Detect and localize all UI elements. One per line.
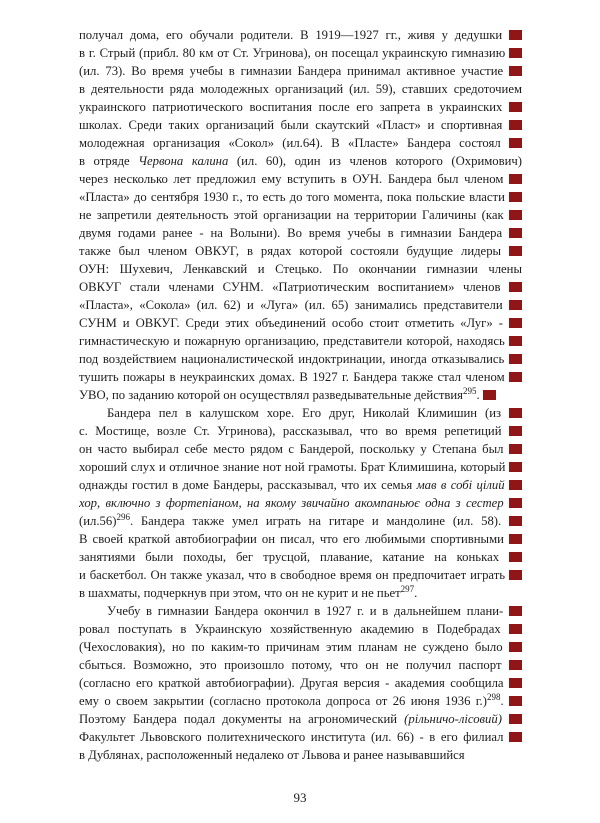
margin-redaction-mark: [509, 30, 522, 40]
margin-redaction-mark: [509, 228, 522, 238]
margin-redaction-mark: [509, 606, 522, 616]
margin-redaction-mark: [509, 642, 522, 652]
text-line: В своей краткой автобиографии он писал, что его любимыми спортивными: [79, 530, 522, 548]
text-line: «Пласта» до сентября 1930 г., то есть до того момента, пока польские власти: [79, 188, 522, 206]
italic-text: (рільничо-лісовий): [404, 712, 502, 726]
footnote-ref: 296: [116, 512, 130, 522]
margin-redaction-mark: [509, 102, 522, 112]
margin-redaction-mark: [509, 372, 522, 382]
text-line: (Чехословакия), но по каким-то причинам этим планам не суждено было: [79, 638, 522, 656]
margin-redaction-mark: [509, 336, 522, 346]
text-line: «Пласта», «Сокола» (ил. 62) и «Луга» (ил. 65) занимались представители: [79, 296, 522, 314]
margin-redaction-mark: [509, 210, 522, 220]
page-number: 93: [293, 790, 307, 805]
italic-text: мав в собі цілий: [416, 478, 505, 492]
text-line: $(ил.56)^{296}$. Бандера также умел играть на гитаре и мандолине (ил. 58).: [79, 512, 522, 530]
margin-redaction-mark: [483, 390, 496, 400]
text-line: и баскетбол. Он также указал, что в свободное время он предпочитает играть: [79, 566, 522, 584]
text-line: [79, 494, 522, 512]
margin-redaction-mark: [509, 552, 522, 562]
text-line: ровал поступать в Украинскую хозяйственную академию в Подебрадах: [79, 620, 522, 638]
margin-redaction-mark: [509, 408, 522, 418]
text-line: получал дома, его обучали родители. В 1919—1927 гг., живя у дедушки: [79, 26, 522, 44]
text-line: ему о своем закрытии (согласно протокола допроса от 26 июня 1936 г.)$^{298}$.: [79, 692, 522, 710]
margin-redaction-mark: [509, 192, 522, 202]
margin-redaction-mark: [509, 696, 522, 706]
margin-redaction-mark: [509, 678, 522, 688]
italic-text: Червона калина: [138, 154, 229, 168]
margin-redaction-mark: [509, 732, 522, 742]
text-line: однажды гостил в доме Бандеры, рассказывал, что их семья мав в собі цілий: [79, 476, 522, 494]
text-line: (ил. 73). Во время учебы в гимназии Бандера принимал активное участие: [79, 62, 522, 80]
text-line: (согласно его краткой автобиографии). Другая версия - академия сообщила: [79, 674, 522, 692]
text-line: тушить пожары в неукраинских домах. В 1927 г. Бандера также стал членом: [79, 368, 522, 386]
text-line: Факультет Львовского политехнического института (ил. 66) - в его филиал: [79, 728, 522, 746]
margin-redaction-mark: [509, 426, 522, 436]
text-line: Бандера пел в калушском хоре. Его друг, Николай Климишин (из: [79, 404, 522, 422]
text-line: также был членом ОВКУГ, в рядах которой состояли будущие лидеры: [79, 242, 522, 260]
margin-redaction-mark: [509, 516, 522, 526]
italic-text: хор, включно з фортепіаном, на якому звичайно акомпаньює одна з сестер: [79, 496, 504, 510]
margin-redaction-mark: [509, 480, 522, 490]
text-line: молодежная организация «Сокол» (ил.64). В «Пласте» Бандера состоял: [79, 134, 522, 152]
margin-redaction-mark: [509, 120, 522, 130]
margin-redaction-mark: [509, 300, 522, 310]
text-line: с. Мостище, возле Ст. Угринова), рассказывал, что во время репетиций: [79, 422, 522, 440]
text-line: в шахматы, подчеркнув при этом, что он не курит и не пьет$^{297}$.: [79, 584, 418, 600]
text-line: УВО, по заданию которой он осуществлял разведывательные действия$^{295}$.: [79, 386, 522, 404]
footnote-ref: 297: [400, 584, 415, 594]
text-line: он часто выбирал себе место рядом с Бандерой, поскольку у Степана был: [79, 440, 522, 458]
text-line: Поэтому Бандера подал документы на агрономический (рільничо-лісовий): [79, 710, 522, 728]
margin-redaction-mark: [509, 444, 522, 454]
text-line: Учебу в гимназии Бандера окончил в 1927 г. и в дальнейшем плани-: [79, 602, 522, 620]
margin-redaction-mark: [509, 624, 522, 634]
margin-redaction-mark: [509, 660, 522, 670]
text-line: занятиями были походы, бег трусцой, плавание, катание на коньках: [79, 548, 522, 566]
footnote-ref: 295: [463, 386, 477, 396]
text-line: в отряде Червона калина (ил. 60), один из членов которого (Охримович): [79, 154, 522, 168]
margin-redaction-mark: [509, 318, 522, 328]
margin-redaction-mark: [509, 66, 522, 76]
margin-redaction-mark: [509, 246, 522, 256]
margin-redaction-mark: [509, 462, 522, 472]
text-line: сбыться. Возможно, это произошло потому, что он не получил паспорт: [79, 656, 522, 674]
text-line: ОУН: Шухевич, Ленкавский и Стецько. По окончании гимназии члены: [79, 262, 522, 276]
margin-redaction-mark: [509, 174, 522, 184]
text-line: не запретили деятельность этой организации на территории Галичины (как: [79, 206, 522, 224]
text-line: в деятельности ряда молодежных организаций (ил. 59), ставших средоточием: [79, 82, 522, 96]
text-line: двумя годами ранее - на Волыни). Во время учебы в гимназии Бандера: [79, 224, 522, 242]
margin-redaction-mark: [509, 48, 522, 58]
text-line: через несколько лет предложил ему вступить в ОУН. Бандера был членом: [79, 170, 522, 188]
margin-redaction-mark: [509, 282, 522, 292]
text-block: [79, 26, 522, 764]
margin-redaction-mark: [509, 354, 522, 364]
text-line: школах. Среди таких организаций были скаутский «Пласт» и спортивная: [79, 116, 522, 134]
margin-redaction-mark: [509, 570, 522, 580]
text-line: хороший слух и отличное знание нот ной грамоты. Брат Климишина, который: [79, 458, 522, 476]
text-line: гимнастическую и пожарную организацию, представители которой, находясь: [79, 332, 522, 350]
margin-redaction-mark: [509, 498, 522, 508]
text-line: в г. Стрый (прибл. 80 км от Ст. Угринова), он посещал украинскую гимназию: [79, 44, 522, 62]
text-line: ОВКУГ стали членами СУНМ. «Патриотическим воспитанием» членов: [79, 278, 522, 296]
footnote-ref: 298: [486, 692, 501, 702]
text-line: украинского патриотического воспитания после его запрета в украинских: [79, 98, 522, 116]
margin-redaction-mark: [509, 714, 522, 724]
text-line: под воздействием националистической индоктринации, иногда отказывались: [79, 350, 522, 368]
margin-redaction-mark: [509, 534, 522, 544]
text-line: СУНМ и ОВКУГ. Среди этих объединений особо стоит отметить «Луг» -: [79, 314, 522, 332]
text-line: в Дублянах, расположенный недалеко от Львова и ранее называвшийся: [79, 748, 465, 762]
margin-redaction-mark: [509, 138, 522, 148]
